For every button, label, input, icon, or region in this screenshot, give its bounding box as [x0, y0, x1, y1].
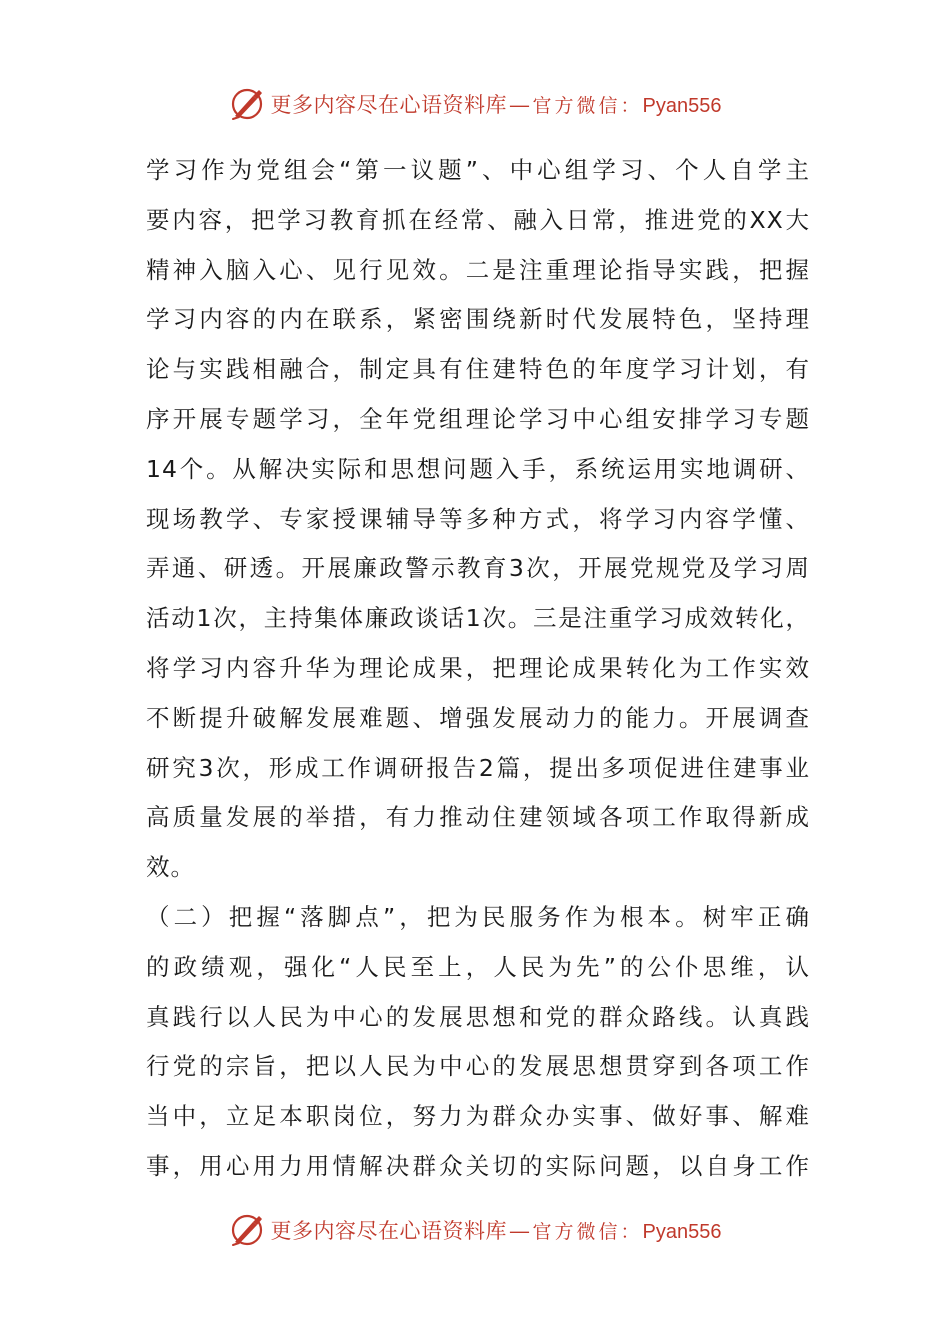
text-line: 要内容，把学习教育抓在经常、融入日常，推进党的XX大 [146, 205, 810, 234]
watermark-label: 官方微信： [532, 95, 643, 117]
text-line: 当中，立足本职岗位，努力为群众办实事、做好事、解难 [146, 1102, 810, 1131]
watermark-banner-bottom [0, 1210, 950, 1250]
text-line: 事，用心用力用情解决群众关切的实际问题，以自身工作 [146, 1151, 810, 1180]
watermark-separator: — [509, 1219, 531, 1243]
watermark-separator: — [509, 93, 531, 117]
text-line: （二）把握“落脚点”，把为民服务作为根本。树牢正确 [146, 902, 810, 931]
text-line: 的政绩观，强化“人民至上，人民为先”的公仆思维，认 [146, 952, 810, 981]
text-line: 将学习内容升华为理论成果，把理论成果转化为工作实效 [146, 653, 810, 682]
document-body [146, 146, 810, 1192]
pen-logo-icon [229, 86, 265, 122]
text-line: 活动1次，主持集体廉政谈话1次。三是注重学习成效转化， [146, 604, 810, 633]
text-line: 精神入脑入心、见行见效。二是注重理论指导实践，把握 [146, 255, 810, 284]
text-line: 行党的宗旨，把以人民为中心的发展思想贯穿到各项工作 [146, 1052, 810, 1081]
text-line: 高质量发展的举措，有力推动住建领域各项工作取得新成 [146, 803, 810, 832]
text-line: 不断提升破解发展难题、增强发展动力的能力。开展调查 [146, 703, 810, 732]
text-line: 效。 [146, 853, 195, 882]
text-line: 14个。从解决实际和思想问题入手，系统运用实地调研、 [146, 454, 810, 483]
text-line: 研究3次，形成工作调研报告2篇，提出多项促进住建事业 [146, 753, 810, 782]
text-line: 现场教学、专家授课辅导等多种方式，将学习内容学懂、 [146, 504, 810, 533]
text-line: 序开展专题学习，全年党组理论学习中心组安排学习专题 [146, 404, 810, 433]
watermark-banner-top [0, 84, 950, 124]
watermark-label: 官方微信： [532, 1221, 643, 1243]
watermark-text [271, 1215, 722, 1245]
text-line: 论与实践相融合，制定具有住建特色的年度学习计划，有 [146, 355, 810, 384]
text-line: 学习作为党组会“第一议题”、中心组学习、个人自学主 [146, 156, 810, 184]
text-line: 真践行以人民为中心的发展思想和党的群众路线。认真践 [146, 1002, 810, 1031]
watermark-brand: 更多内容尽在心语资料库 [270, 93, 507, 117]
watermark-brand: 更多内容尽在心语资料库 [270, 1219, 507, 1243]
text-line: 学习内容的内在联系，紧密围绕新时代发展特色，坚持理 [146, 305, 810, 334]
text-line: 弄通、研透。开展廉政警示教育3次，开展党规党及学习周 [146, 554, 810, 583]
pen-logo-icon [229, 1212, 265, 1248]
watermark-wechat-id: Pyan556 [642, 1221, 722, 1243]
watermark-wechat-id: Pyan556 [642, 95, 722, 117]
watermark-text [271, 89, 722, 119]
